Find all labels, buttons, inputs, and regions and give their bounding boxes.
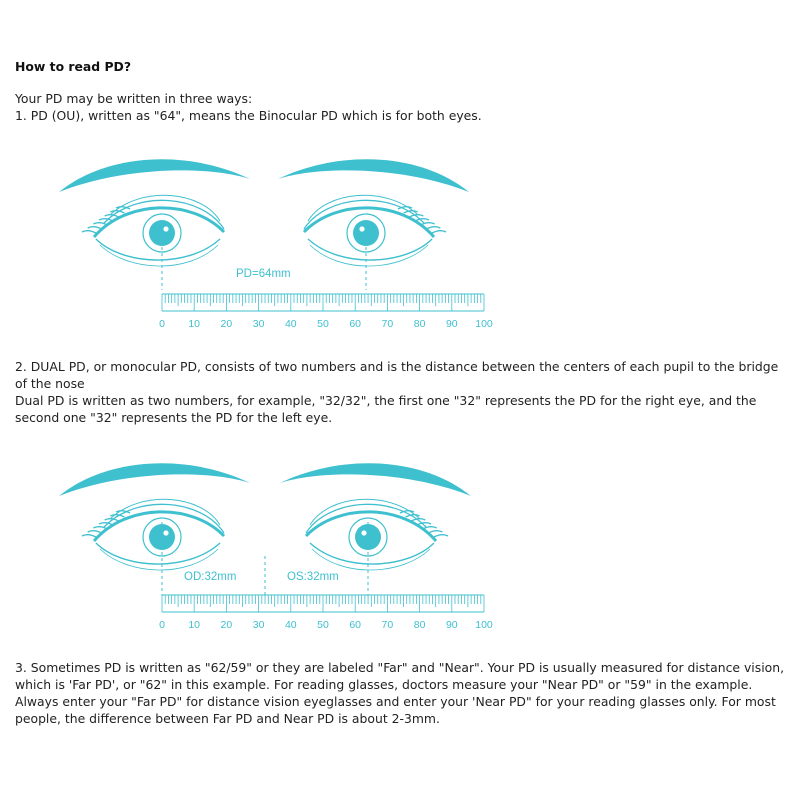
dual-pd-figure [0,456,800,656]
section3-paragraph-2: Always enter your "Far PD" for distance vision eyeglasses and enter your 'Near PD" for your reading glasses only. For most people, the difference between Far PD and Near PD is about 2-3mm. [15,694,776,726]
left-eye-icon [59,463,250,570]
ruler-tick-label: 80 [413,318,426,330]
ruler-tick-label: 30 [252,318,265,330]
ruler-tick-label: 10 [188,318,201,330]
ruler-tick-label: 20 [220,318,233,330]
section2-paragraph-1: 2. DUAL PD, or monocular PD, consists of two numbers and is the distance between the centers of each pupil to the bridge of the nose [15,359,779,391]
ruler-tick-label: 20 [220,619,233,631]
ruler-tick-label: 60 [349,619,362,631]
os-measurement-label: OS:32mm [287,571,339,583]
ruler-tick-label: 70 [381,318,394,330]
right-eye-icon [280,463,471,570]
od-measurement-label: OD:32mm [184,571,237,583]
ruler [159,294,493,330]
dual-pd-illustration [0,456,800,656]
binocular-pd-figure [0,155,800,355]
intro-line-2: 1. PD (OU), written as "64", means the Binocular PD which is for both eyes. [15,108,482,123]
binocular-pd-illustration [0,155,800,355]
ruler-tick-label: 90 [445,318,458,330]
ruler-tick-label: 90 [445,619,458,631]
ruler-tick-label: 60 [349,318,362,330]
ruler [159,595,493,631]
ruler-tick-label: 0 [159,619,165,631]
ruler-tick-label: 70 [381,619,394,631]
ruler-tick-label: 100 [475,619,493,631]
eyebrow [278,159,469,192]
left-eye-icon [59,159,250,266]
eyes-illustration [59,159,469,266]
ruler-tick-label: 0 [159,318,165,330]
ruler-tick-label: 30 [252,619,265,631]
eyebrow [59,159,250,192]
ruler-tick-label: 50 [317,318,329,330]
intro-line-1: Your PD may be written in three ways: [15,91,253,106]
ruler-tick-label: 100 [475,318,493,330]
eyebrow [59,463,250,496]
eyebrow [280,463,471,496]
right-eye-icon [278,159,469,266]
section3-paragraph-1: 3. Sometimes PD is written as "62/59" or they are labeled "Far" and "Near". Your PD is usually measured for distance vision, which is 'Far PD', or "62" in this example. For reading glasses, doctors measure your "Near PD" or "59" in the example. [15,660,785,692]
page-title: How to read PD? [15,59,132,74]
pd-measurement-label: PD=64mm [236,268,291,280]
ruler-tick-label: 50 [317,619,329,631]
section2-paragraph-2: Dual PD is written as two numbers, for example, "32/32", the first one "32" represents the PD for the right eye, and the second one "32" represents the PD for the left eye. [15,393,757,425]
eyes-illustration [59,463,471,570]
ruler-tick-label: 10 [188,619,201,631]
ruler-tick-label: 40 [284,619,297,631]
ruler-tick-label: 40 [284,318,297,330]
ruler-tick-label: 80 [413,619,426,631]
